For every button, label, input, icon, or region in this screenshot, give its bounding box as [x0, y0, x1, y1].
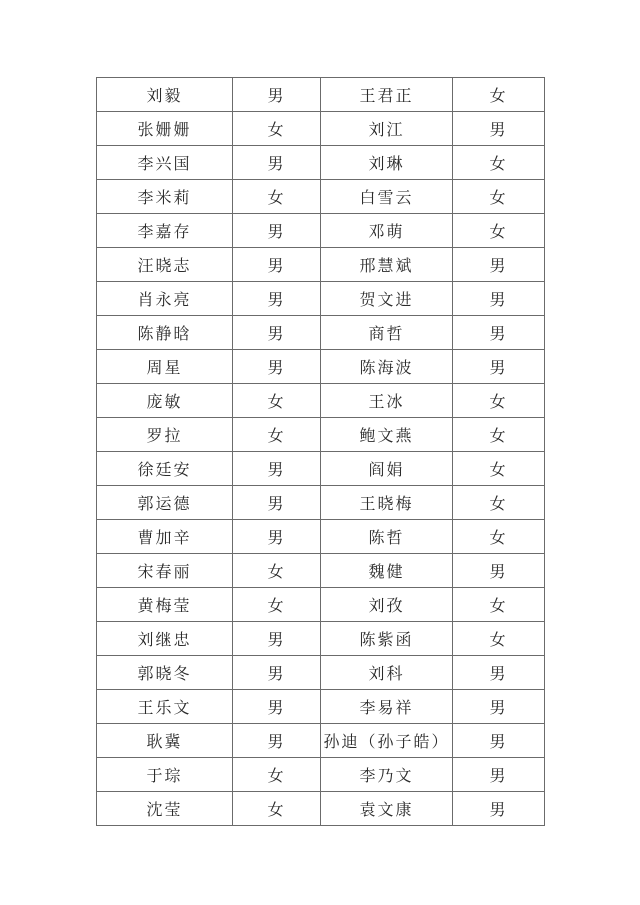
name-cell: 陈静晗 — [97, 316, 233, 350]
gender-cell: 男 — [233, 724, 321, 758]
gender-cell: 女 — [233, 792, 321, 826]
gender-cell: 男 — [453, 792, 545, 826]
name-cell: 阎娟 — [321, 452, 453, 486]
name-cell: 陈紫函 — [321, 622, 453, 656]
name-cell: 刘江 — [321, 112, 453, 146]
table-row — [97, 656, 545, 690]
gender-cell: 女 — [233, 180, 321, 214]
name-cell: 陈哲 — [321, 520, 453, 554]
gender-cell: 男 — [453, 554, 545, 588]
name-cell: 李嘉存 — [97, 214, 233, 248]
name-cell: 王君正 — [321, 78, 453, 112]
table-row — [97, 792, 545, 826]
name-cell: 于琮 — [97, 758, 233, 792]
name-cell: 袁文康 — [321, 792, 453, 826]
name-cell: 刘毅 — [97, 78, 233, 112]
table-row — [97, 758, 545, 792]
gender-cell: 男 — [233, 452, 321, 486]
table-row — [97, 588, 545, 622]
name-cell: 鲍文燕 — [321, 418, 453, 452]
name-cell: 刘科 — [321, 656, 453, 690]
gender-cell: 女 — [453, 452, 545, 486]
name-cell: 徐廷安 — [97, 452, 233, 486]
name-cell: 曹加辛 — [97, 520, 233, 554]
name-cell: 李兴国 — [97, 146, 233, 180]
gender-cell: 男 — [233, 486, 321, 520]
gender-cell: 女 — [233, 588, 321, 622]
table-row — [97, 622, 545, 656]
gender-cell: 男 — [453, 724, 545, 758]
table-row — [97, 350, 545, 384]
table-row — [97, 418, 545, 452]
gender-cell: 男 — [453, 350, 545, 384]
gender-cell: 女 — [453, 384, 545, 418]
table-row — [97, 554, 545, 588]
name-cell: 李乃文 — [321, 758, 453, 792]
name-cell: 王冰 — [321, 384, 453, 418]
table-row — [97, 78, 545, 112]
gender-cell: 男 — [453, 248, 545, 282]
name-cell: 李米莉 — [97, 180, 233, 214]
gender-cell: 男 — [453, 690, 545, 724]
table-row — [97, 248, 545, 282]
table-row — [97, 384, 545, 418]
name-cell: 李易祥 — [321, 690, 453, 724]
name-cell: 罗拉 — [97, 418, 233, 452]
gender-cell: 男 — [233, 520, 321, 554]
gender-cell: 男 — [453, 282, 545, 316]
roster-table-body — [97, 78, 545, 826]
name-cell: 刘孜 — [321, 588, 453, 622]
gender-cell: 男 — [233, 78, 321, 112]
table-row — [97, 520, 545, 554]
gender-cell: 女 — [453, 486, 545, 520]
name-cell: 贺文进 — [321, 282, 453, 316]
name-cell: 王乐文 — [97, 690, 233, 724]
name-cell: 宋春丽 — [97, 554, 233, 588]
gender-cell: 男 — [233, 146, 321, 180]
table-row — [97, 486, 545, 520]
gender-cell: 男 — [233, 350, 321, 384]
gender-cell: 男 — [233, 248, 321, 282]
gender-cell: 女 — [453, 520, 545, 554]
name-cell: 邢慧斌 — [321, 248, 453, 282]
name-cell: 耿冀 — [97, 724, 233, 758]
table-row — [97, 214, 545, 248]
name-cell: 张姗姗 — [97, 112, 233, 146]
name-cell: 刘琳 — [321, 146, 453, 180]
table-row — [97, 724, 545, 758]
name-cell: 沈莹 — [97, 792, 233, 826]
name-cell: 邓萌 — [321, 214, 453, 248]
roster-table — [96, 77, 545, 826]
gender-cell: 男 — [233, 656, 321, 690]
gender-cell: 女 — [233, 112, 321, 146]
gender-cell: 女 — [233, 758, 321, 792]
table-row — [97, 690, 545, 724]
name-cell: 郭运德 — [97, 486, 233, 520]
name-cell: 陈海波 — [321, 350, 453, 384]
gender-cell: 女 — [453, 622, 545, 656]
table-row — [97, 112, 545, 146]
name-cell: 商哲 — [321, 316, 453, 350]
gender-cell: 男 — [453, 316, 545, 350]
gender-cell: 女 — [233, 418, 321, 452]
name-cell: 周星 — [97, 350, 233, 384]
gender-cell: 男 — [233, 316, 321, 350]
table-row — [97, 316, 545, 350]
name-cell: 王晓梅 — [321, 486, 453, 520]
name-cell: 庞敏 — [97, 384, 233, 418]
gender-cell: 女 — [233, 384, 321, 418]
name-cell: 孙迪（孙子皓） — [321, 724, 453, 758]
gender-cell: 女 — [453, 146, 545, 180]
gender-cell: 男 — [453, 758, 545, 792]
table-row — [97, 282, 545, 316]
table-row — [97, 180, 545, 214]
gender-cell: 男 — [233, 282, 321, 316]
gender-cell: 男 — [233, 214, 321, 248]
name-cell: 魏健 — [321, 554, 453, 588]
gender-cell: 女 — [453, 78, 545, 112]
gender-cell: 男 — [453, 112, 545, 146]
gender-cell: 男 — [453, 656, 545, 690]
gender-cell: 女 — [453, 180, 545, 214]
name-cell: 黄梅莹 — [97, 588, 233, 622]
name-cell: 刘继忠 — [97, 622, 233, 656]
gender-cell: 女 — [233, 554, 321, 588]
name-cell: 肖永亮 — [97, 282, 233, 316]
gender-cell: 女 — [453, 588, 545, 622]
table-row — [97, 452, 545, 486]
name-cell: 郭晓冬 — [97, 656, 233, 690]
name-cell: 汪晓志 — [97, 248, 233, 282]
gender-cell: 女 — [453, 418, 545, 452]
name-cell: 白雪云 — [321, 180, 453, 214]
table-row — [97, 146, 545, 180]
gender-cell: 女 — [453, 214, 545, 248]
gender-cell: 男 — [233, 690, 321, 724]
gender-cell: 男 — [233, 622, 321, 656]
